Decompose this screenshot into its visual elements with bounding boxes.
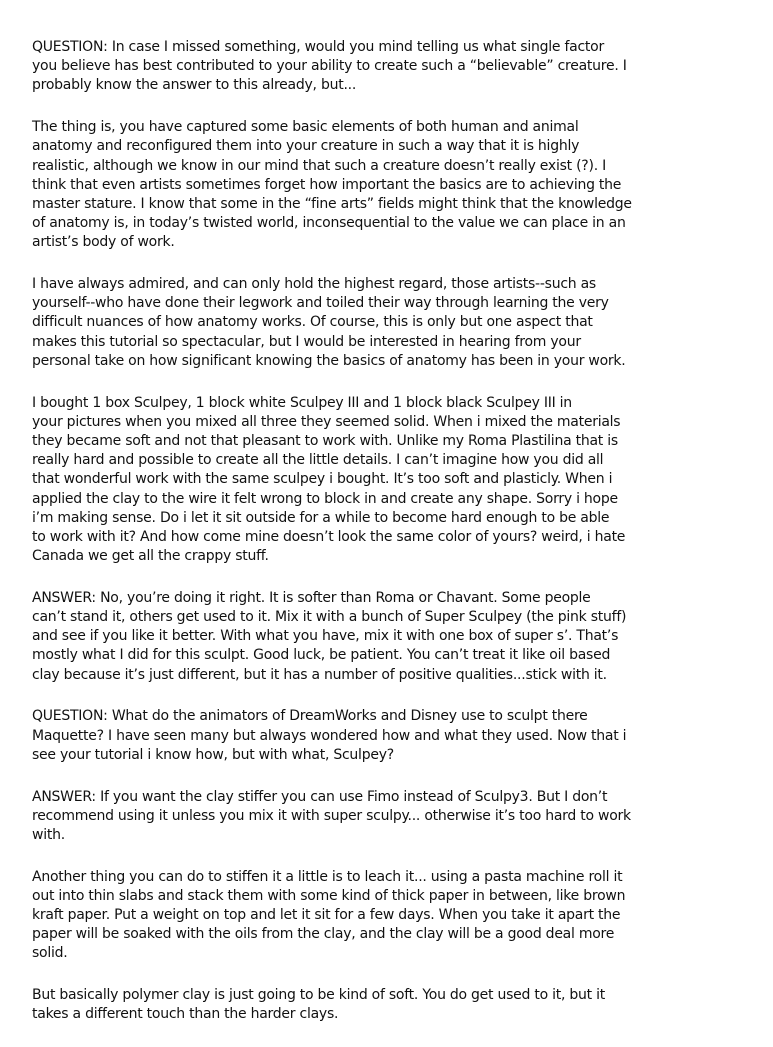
- text-line: takes a different touch than the harder clays.: [32, 1006, 339, 1023]
- paragraph: [32, 589, 772, 685]
- paragraph: [32, 38, 772, 96]
- paragraph: [32, 394, 772, 567]
- text-line: Canada we get all the crappy stuff.: [32, 548, 269, 565]
- text-line: I bought 1 box Sculpey, 1 block white Sculpey III and 1 block black Sculpey III in: [32, 394, 572, 411]
- text-line: QUESTION: What do the animators of DreamWorks and Disney use to sculpt there: [32, 708, 588, 725]
- paragraph: [32, 118, 772, 252]
- document-body: [32, 38, 772, 1047]
- text-line: i’m making sense. Do i let it sit outside for a while to become hard enough to be able: [32, 509, 610, 526]
- text-line: anatomy and reconfigured them into your creature in such a way that it is highly: [32, 138, 580, 155]
- text-line: realistic, although we know in our mind that such a creature doesn’t really exist (?). I: [32, 157, 606, 174]
- text-line: difficult nuances of how anatomy works. Of course, this is only but one aspect that: [32, 314, 593, 331]
- text-line: you believe has best contributed to your ability to create such a “believable” creature. I: [32, 58, 627, 75]
- text-line: yourself--who have done their legwork and toiled their way through learning the very: [32, 295, 609, 312]
- text-line: kraft paper. Put a weight on top and let it sit for a few days. When you take it apart the: [32, 907, 621, 924]
- text-line: to work with it? And how come mine doesn’t look the same color of yours? weird, i hate: [32, 528, 626, 545]
- text-line: But basically polymer clay is just going to be kind of soft. You do get used to it, but it: [32, 987, 605, 1004]
- text-line: your pictures when you mixed all three they seemed solid. When i mixed the materials: [32, 413, 621, 430]
- paragraph: [32, 986, 772, 1024]
- text-line: clay because it’s just different, but it has a number of positive qualities...stick with it.: [32, 666, 607, 683]
- text-line: Maquette? I have seen many but always wondered how and what they used. Now that i: [32, 727, 627, 744]
- text-line: with.: [32, 826, 65, 843]
- paragraph: [32, 788, 772, 846]
- text-line: think that even artists sometimes forget how important the basics are to achieving the: [32, 176, 622, 193]
- text-line: Another thing you can do to stiffen it a little is to leach it... using a pasta machine roll it: [32, 868, 623, 885]
- text-line: The thing is, you have captured some basic elements of both human and animal: [32, 119, 579, 136]
- text-line: and see if you like it better. With what you have, mix it with one box of super s’. That’s: [32, 628, 619, 645]
- text-line: master stature. I know that some in the “fine arts” fields might think that the knowledge: [32, 195, 632, 212]
- paragraph: [32, 275, 772, 371]
- text-line: recommend using it unless you mix it with super sculpy... otherwise it’s too hard to work: [32, 807, 631, 824]
- text-line: QUESTION: In case I missed something, would you mind telling us what single factor: [32, 39, 604, 55]
- paragraph: [32, 707, 772, 765]
- text-line: probably know the answer to this already, but...: [32, 77, 357, 94]
- text-line: ANSWER: If you want the clay stiffer you can use Fimo instead of Sculpy3. But I don’t: [32, 788, 608, 805]
- text-line: ANSWER: No, you’re doing it right. It is softer than Roma or Chavant. Some people: [32, 589, 591, 606]
- text-line: artist’s body of work.: [32, 234, 175, 251]
- text-line: I have always admired, and can only hold the highest regard, those artists--such as: [32, 276, 596, 293]
- text-line: they became soft and not that pleasant to work with. Unlike my Roma Plastilina that is: [32, 432, 618, 449]
- text-line: see your tutorial i know how, but with what, Sculpey?: [32, 746, 394, 763]
- text-line: personal take on how significant knowing the basics of anatomy has been in your work.: [32, 352, 626, 369]
- text-line: applied the clay to the wire it felt wrong to block in and create any shape. Sorry i hope: [32, 490, 618, 507]
- text-line: paper will be soaked with the oils from the clay, and the clay will be a good deal more: [32, 926, 615, 943]
- text-line: that wonderful work with the same sculpey i bought. It’s too soft and plasticly. When i: [32, 471, 613, 488]
- text-line: really hard and possible to create all the little details. I can’t imagine how you did all: [32, 452, 604, 469]
- text-line: out into thin slabs and stack them with some kind of thick paper in between, like brown: [32, 887, 626, 904]
- text-line: makes this tutorial so spectacular, but I would be interested in hearing from your: [32, 333, 581, 350]
- text-line: can’t stand it, others get used to it. Mix it with a bunch of Super Sculpey (the pink stuff): [32, 609, 627, 626]
- paragraph: [32, 868, 772, 964]
- text-line: mostly what I did for this sculpt. Good luck, be patient. You can’t treat it like oil based: [32, 647, 611, 664]
- text-line: solid.: [32, 945, 68, 962]
- text-line: of anatomy is, in today’s twisted world, inconsequential to the value we can place in an: [32, 215, 626, 232]
